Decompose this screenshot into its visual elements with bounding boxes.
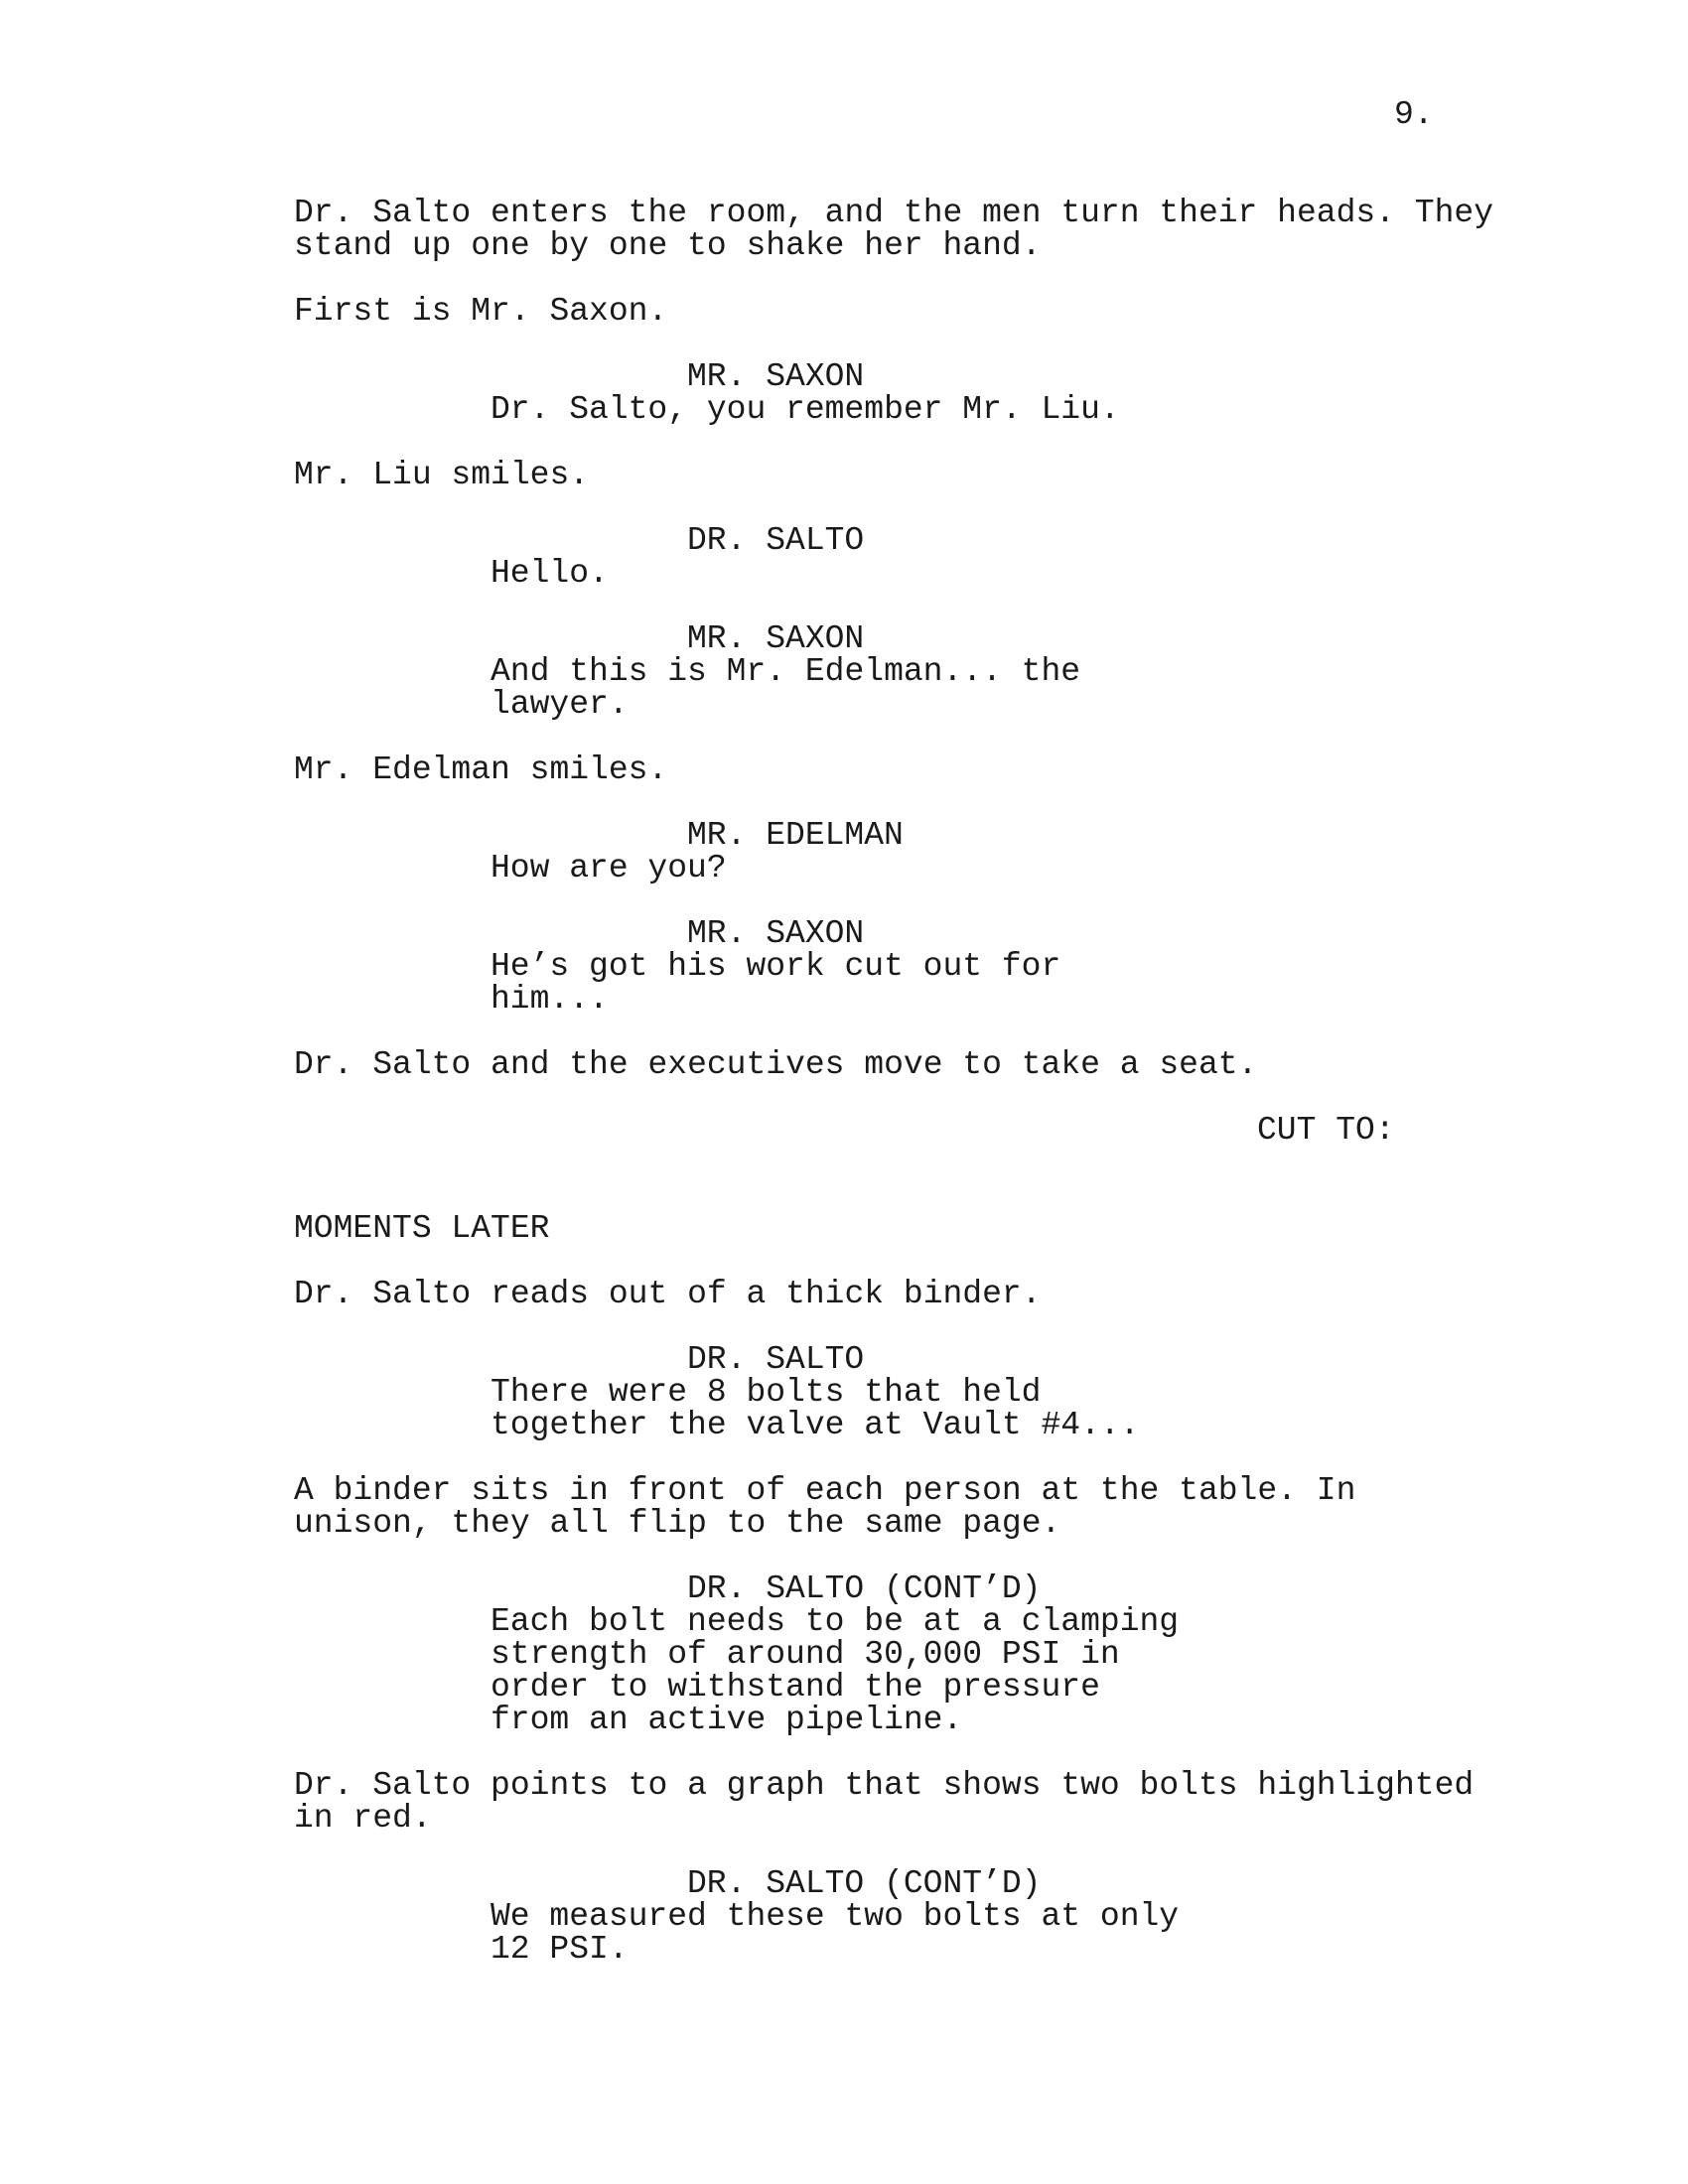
- character-cue: DR. SALTO: [687, 522, 865, 559]
- action-line: unison, they all flip to the same page.: [294, 1505, 1061, 1542]
- character-cue: MR. EDELMAN: [687, 817, 904, 854]
- character-cue: MR. SAXON: [687, 915, 865, 952]
- transition: CUT TO:: [1257, 1112, 1395, 1149]
- scene-heading: MOMENTS LATER: [294, 1210, 550, 1247]
- dialogue-line: There were 8 bolts that held: [491, 1374, 1042, 1411]
- dialogue-line: strength of around 30,000 PSI in: [491, 1636, 1120, 1673]
- dialogue-line: We measured these two bolts at only: [491, 1898, 1180, 1935]
- action-line: Dr. Salto points to a graph that shows two bolts highlighted: [294, 1767, 1475, 1804]
- action-line: First is Mr. Saxon.: [294, 293, 668, 330]
- dialogue-line: from an active pipeline.: [491, 1702, 963, 1738]
- action-line: Dr. Salto enters the room, and the men turn their heads. They: [294, 195, 1493, 231]
- page-number: 9.: [1394, 96, 1434, 133]
- dialogue-line: Each bolt needs to be at a clamping: [491, 1603, 1180, 1640]
- character-cue: DR. SALTO: [687, 1341, 865, 1378]
- dialogue-line: lawyer.: [491, 686, 629, 723]
- dialogue-line: Dr. Salto, you remember Mr. Liu.: [491, 391, 1120, 428]
- action-line: in red.: [294, 1800, 432, 1837]
- character-cue: MR. SAXON: [687, 358, 865, 395]
- action-line: Mr. Edelman smiles.: [294, 751, 668, 788]
- dialogue-line: He’s got his work cut out for: [491, 948, 1061, 985]
- character-cue: MR. SAXON: [687, 620, 865, 657]
- dialogue-line: together the valve at Vault #4...: [491, 1407, 1140, 1443]
- character-cue: DR. SALTO (CONT’D): [687, 1570, 1042, 1607]
- dialogue-line: order to withstand the pressure: [491, 1669, 1100, 1706]
- action-line: A binder sits in front of each person at the table. In: [294, 1472, 1356, 1509]
- dialogue-line: 12 PSI.: [491, 1931, 629, 1968]
- dialogue-line: How are you?: [491, 850, 727, 887]
- character-cue: DR. SALTO (CONT’D): [687, 1865, 1042, 1902]
- dialogue-line: Hello.: [491, 555, 609, 592]
- action-line: stand up one by one to shake her hand.: [294, 227, 1042, 264]
- action-line: Mr. Liu smiles.: [294, 457, 590, 493]
- action-line: Dr. Salto reads out of a thick binder.: [294, 1276, 1042, 1312]
- dialogue-line: him...: [491, 981, 609, 1018]
- dialogue-line: And this is Mr. Edelman... the: [491, 653, 1081, 690]
- action-line: Dr. Salto and the executives move to take a seat.: [294, 1046, 1258, 1083]
